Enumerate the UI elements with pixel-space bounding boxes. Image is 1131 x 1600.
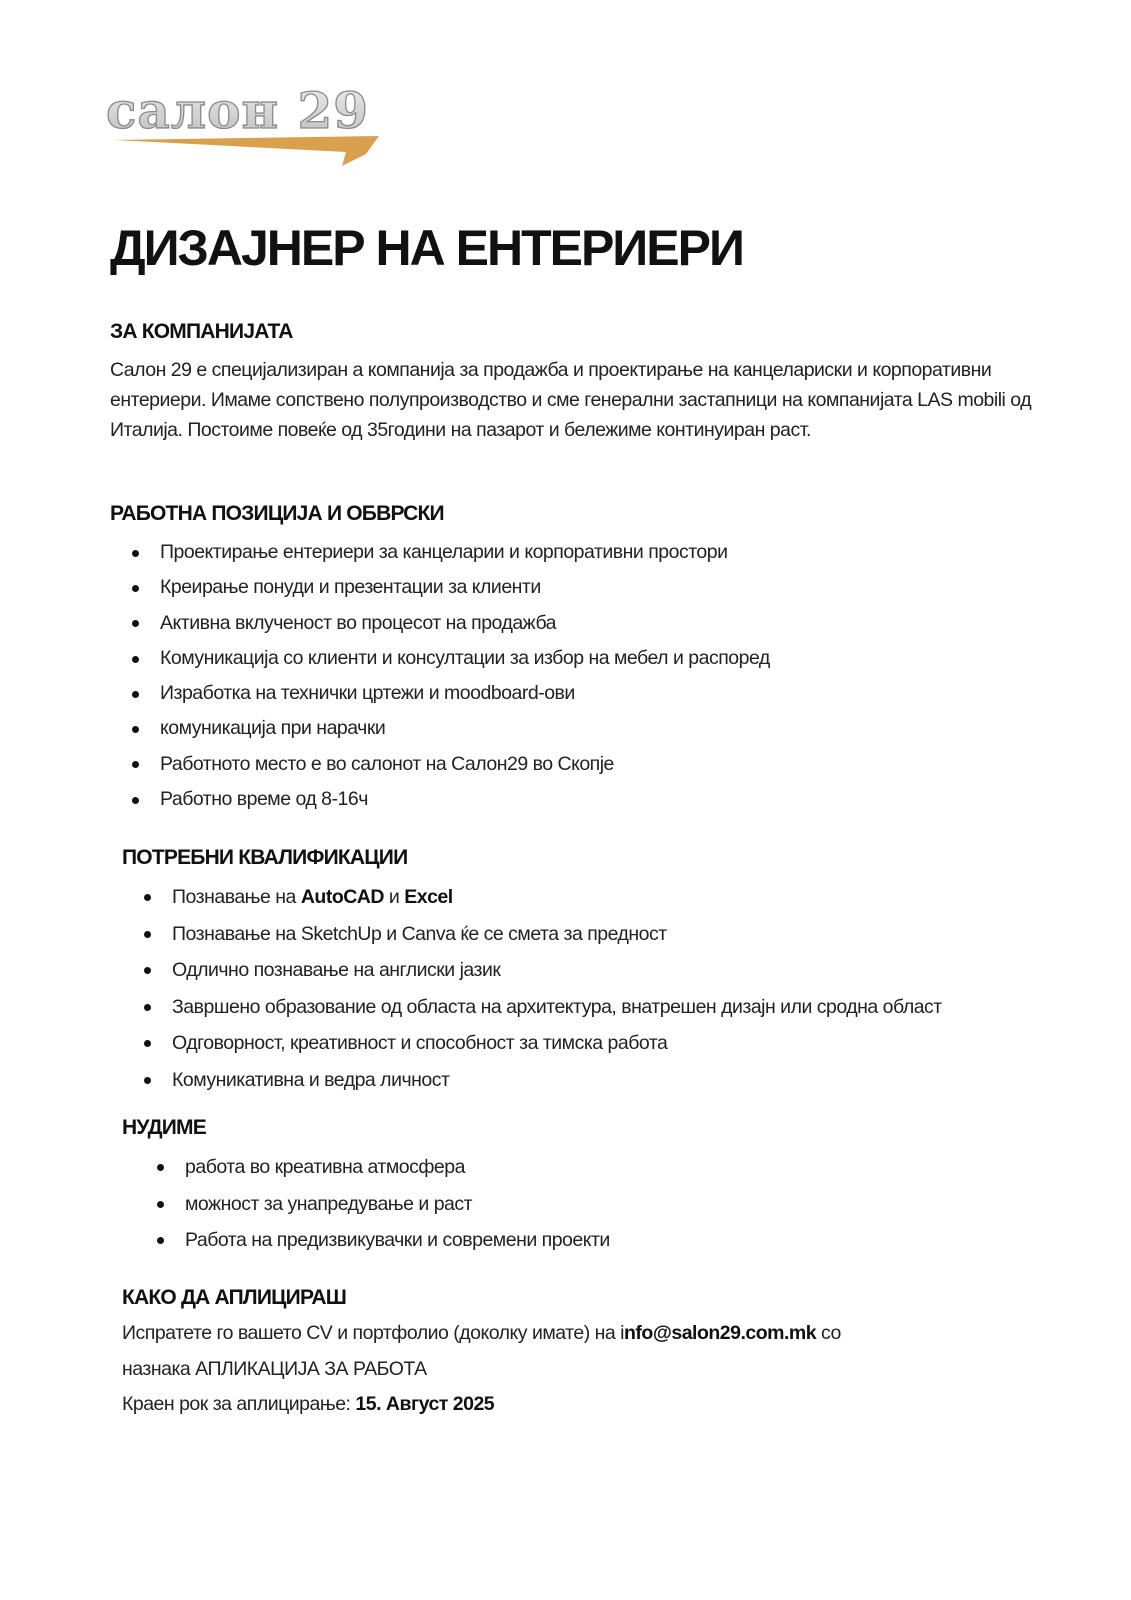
bullet-icon — [144, 894, 151, 901]
list-item: можност за унапредување и раст — [135, 1186, 610, 1223]
list-item: Работно време од 8-16ч — [110, 782, 770, 817]
bullet-icon — [132, 620, 139, 627]
logo-swoosh — [114, 136, 379, 166]
responsibilities-heading: РАБОТНА ПОЗИЦИЈА И ОБВРСКИ — [110, 502, 444, 525]
apply-subject: назнака АПЛИКАЦИЈА ЗА РАБОТА — [122, 1358, 427, 1380]
list-item: Работното место е во салонот на Салон29 во Скопје — [110, 747, 770, 782]
qualifications-list — [122, 879, 942, 1098]
deadline-date: 15. Август 2025 — [355, 1393, 495, 1415]
list-item: Завршено образование од областа на архитектура, внатрешен дизајн или сродна област — [122, 989, 942, 1026]
offer-heading: НУДИМЕ — [122, 1116, 206, 1139]
logo-text: салон 29 — [106, 81, 370, 140]
responsibilities-list — [110, 535, 770, 817]
list-item: Познавање на AutoCAD и Excel — [122, 879, 942, 916]
bullet-icon — [132, 585, 139, 592]
list-item: Одговорност, креативност и способност за тимска работа — [122, 1025, 942, 1062]
bullet-icon — [157, 1201, 164, 1208]
bullet-icon — [132, 656, 139, 663]
bullet-icon — [132, 550, 139, 557]
bullet-icon — [157, 1164, 164, 1171]
bullet-icon — [132, 761, 139, 768]
bullet-icon — [144, 967, 151, 974]
bullet-icon — [157, 1237, 164, 1244]
offer-list — [135, 1149, 610, 1259]
bullet-icon — [144, 931, 151, 938]
bullet-icon — [144, 1040, 151, 1047]
bullet-icon — [132, 797, 139, 804]
list-item: комуникација при нарачки — [110, 711, 770, 746]
list-item: работа во креативна атмосфера — [135, 1149, 610, 1186]
page-title: ДИЗАЈНЕР НА ЕНТЕРИЕРИ — [110, 220, 743, 276]
bullet-icon — [144, 1004, 151, 1011]
list-item: Изработка на технички цртежи и moodboard-ови — [110, 676, 770, 711]
company-heading: ЗА КОМПАНИЈАТА — [110, 320, 293, 343]
company-description: Салон 29 е специјализиран а компанија за продажба и проектирање на канцелариски и корпоративни ентериери. Имаме сопствено полупроизводство и сме генерални застапници на компанијата LAS mobili од Италија. Постоиме повеќе од 35години на пазарот и бележиме континуиран раст. — [110, 359, 1032, 441]
apply-deadline: Краен рок за аплицирање: 15. Август 2025 — [122, 1393, 495, 1415]
list-item: Работа на предизвикувачки и современи проекти — [135, 1222, 610, 1259]
apply-email: nfo@salon29.com.mk — [624, 1322, 817, 1344]
apply-instructions: Испратете го вашето CV и портфолио (доколку имате) на info@salon29.com.mk со — [122, 1322, 841, 1344]
company-logo — [104, 78, 404, 178]
list-item: Креирање понуди и презентации за клиенти — [110, 570, 770, 605]
bullet-icon — [144, 1077, 151, 1084]
apply-heading: КАКО ДА АПЛИЦИРАШ — [122, 1286, 347, 1309]
list-item: Познавање на SketchUp и Canva ќе се смета за предност — [122, 916, 942, 953]
bullet-icon — [132, 691, 139, 698]
list-item: Одлично познавање на англиски јазик — [122, 952, 942, 989]
list-item: Проектирање ентериери за канцеларии и корпоративни простори — [110, 535, 770, 570]
list-item: Комуникативна и ведра личност — [122, 1062, 942, 1099]
bullet-icon — [132, 726, 139, 733]
list-item: Комуникација со клиенти и консултации за избор на мебел и распоред — [110, 641, 770, 676]
list-item: Активна вклученост во процесот на продажба — [110, 606, 770, 641]
qualifications-heading: ПОТРЕБНИ КВАЛИФИКАЦИИ — [122, 846, 408, 869]
